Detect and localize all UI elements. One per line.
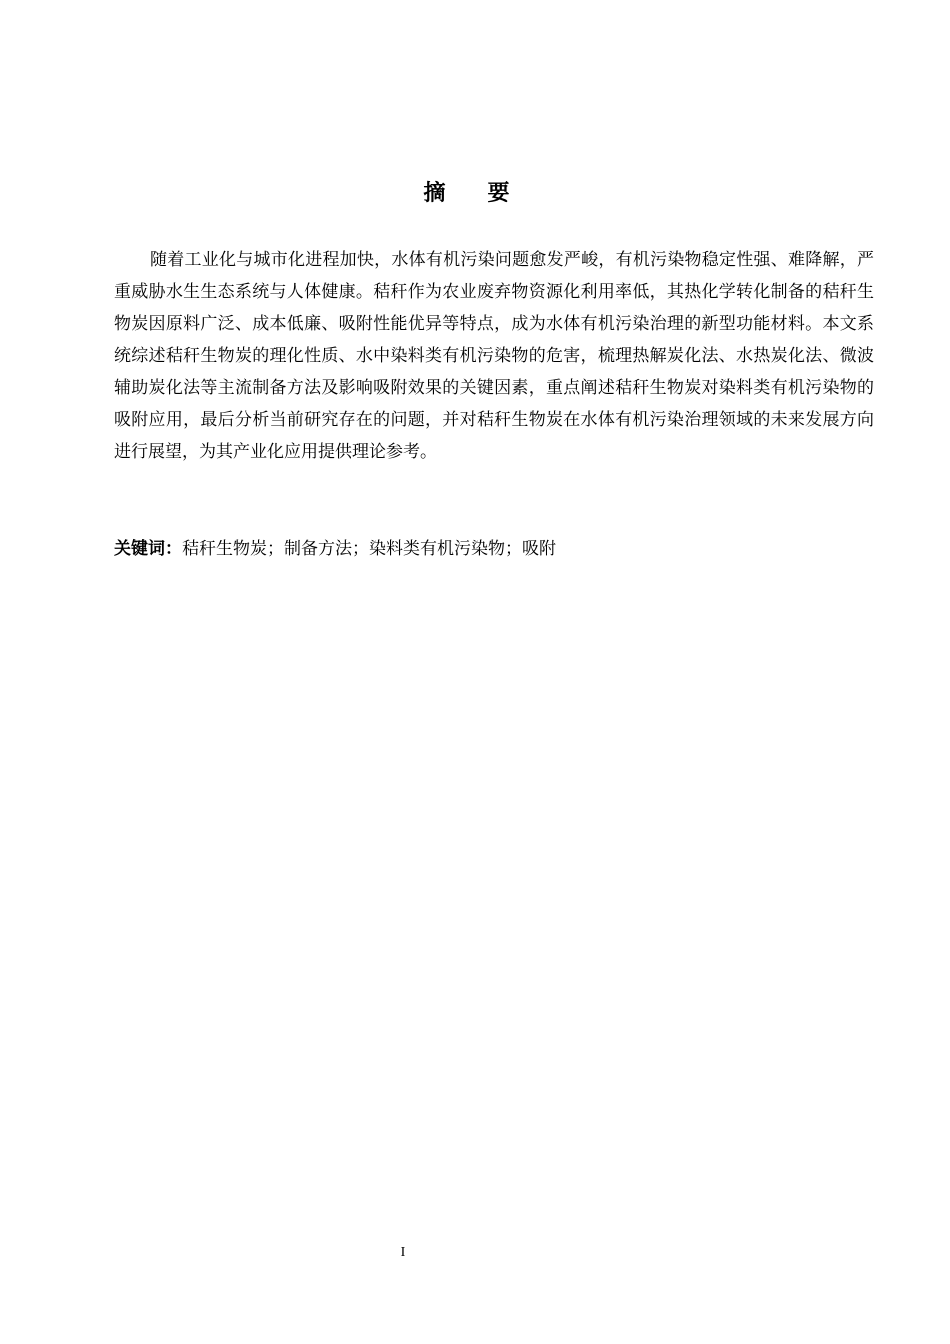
page-number: I [400, 1245, 406, 1260]
keywords-label: 关键词： [114, 539, 182, 559]
abstract-paragraph: 随着工业化与城市化进程加快，水体有机污染问题愈发严峻，有机污染物稳定性强、难降解，严重威胁水生生态系统与人体健康。秸秆作为农业废弃物资源化利用率低，其热化学转化制备的秸秆生物炭因原料广泛、成本低廉、吸附性能优异等特点，成为水体有机污染治理的新型功能材料。本文系统综述秸秆生物炭的理化性质、水中染料类有机污染物的危害，梳理热解炭化法、水热炭化法、微波辅助炭化法等主流制备方法及影响吸附效果的关键因素，重点阐述秸秆生物炭对染料类有机污染物的吸附应用，最后分析当前研究存在的问题，并对秸秆生物炭在水体有机污染治理领域的未来发展方向进行展望，为其产业化应用提供理论参考。 [114, 250, 874, 462]
keywords-value: 秸秆生物炭；制备方法；染料类有机污染物；吸附 [182, 539, 556, 559]
keywords-line [114, 535, 874, 563]
page-title: 摘要 [423, 181, 552, 206]
